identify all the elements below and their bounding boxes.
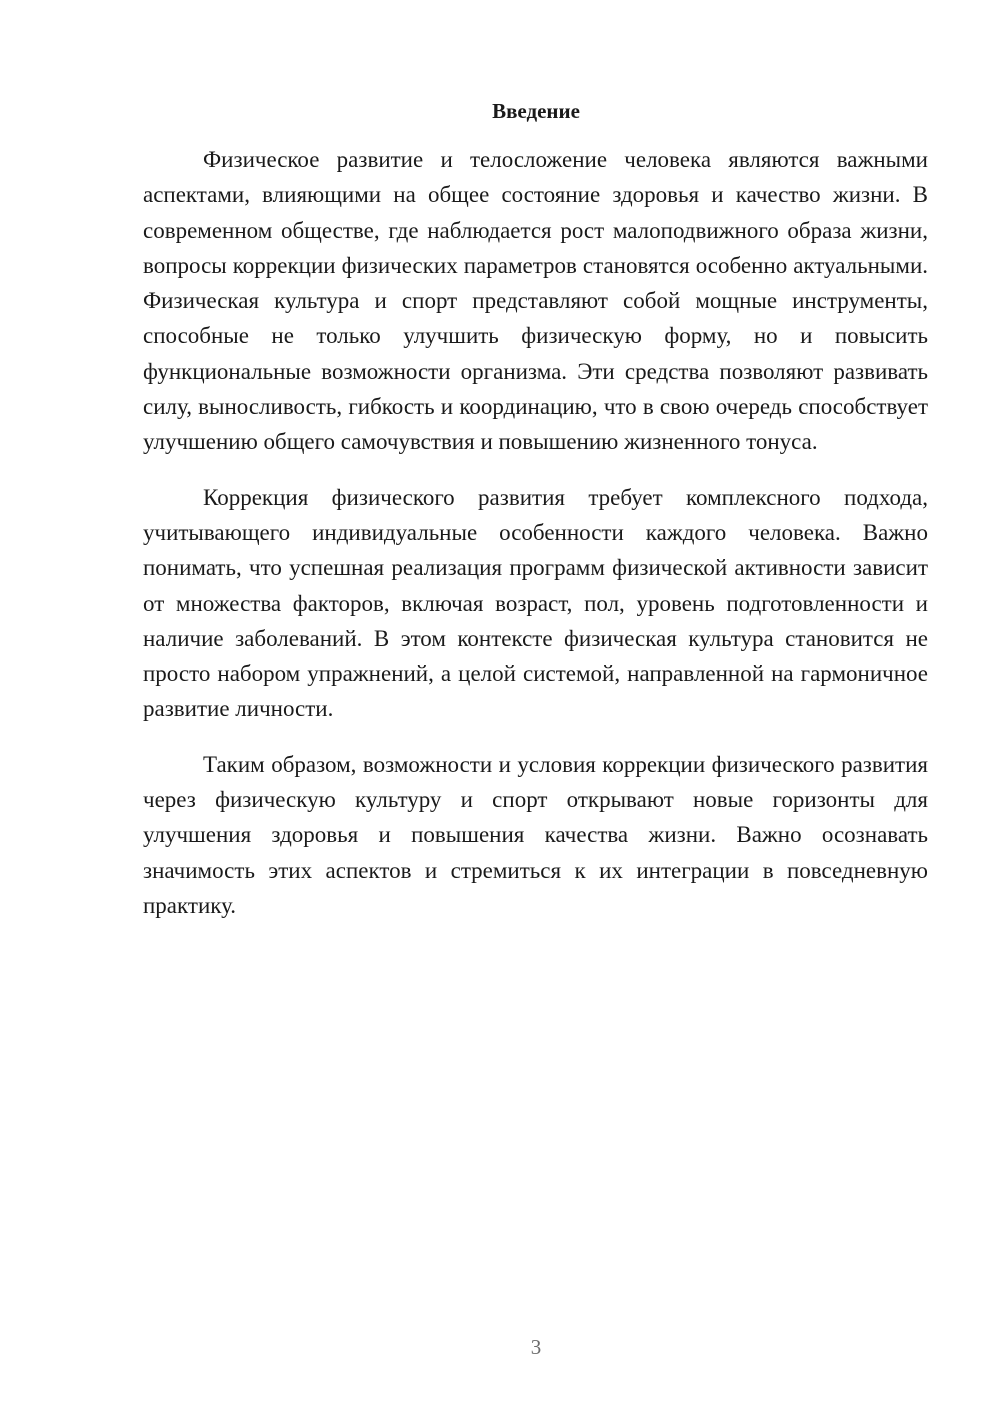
body-text xyxy=(143,142,928,923)
paragraph-2: Коррекция физического развития требует комплексного подхода, учитывающего индивидуальные особенности каждого человека. Важно понимать, что успешная реализация программ физической активности зависит от множества факторов, включая возраст, пол, уровень подготовленности и наличие заболеваний. В этом контексте физическая культура становится не просто набором упражнений, а целой системой, направленной на гармоничное развитие личности. xyxy=(143,484,928,722)
section-heading: Введение xyxy=(492,99,580,123)
page-number: 3 xyxy=(530,1335,542,1359)
paragraph-3: Таким образом, возможности и условия коррекции физического развития через физическую культуру и спорт открывают новые горизонты для улучшения здоровья и повышения качества жизни. Важно осознавать значимость этих аспектов и стремиться к их интеграции в повседневную практику. xyxy=(143,751,928,918)
paragraph-1: Физическое развитие и телосложение человека являются важными аспектами, влияющими на общее состояние здоровья и качество жизни. В современном обществе, где наблюдается рост малоподвижного образа жизни, вопросы коррекции физических параметров становятся особенно актуальными. Физическая культура и спорт представляют собой мощные инструменты, способные не только улучшить физическую форму, но и повысить функциональные возможности организма. Эти средства позволяют развивать силу, выносливость, гибкость и координацию, что в свою очередь способствует улучшению общего самочувствия и повышению жизненного тонуса. xyxy=(143,147,928,455)
